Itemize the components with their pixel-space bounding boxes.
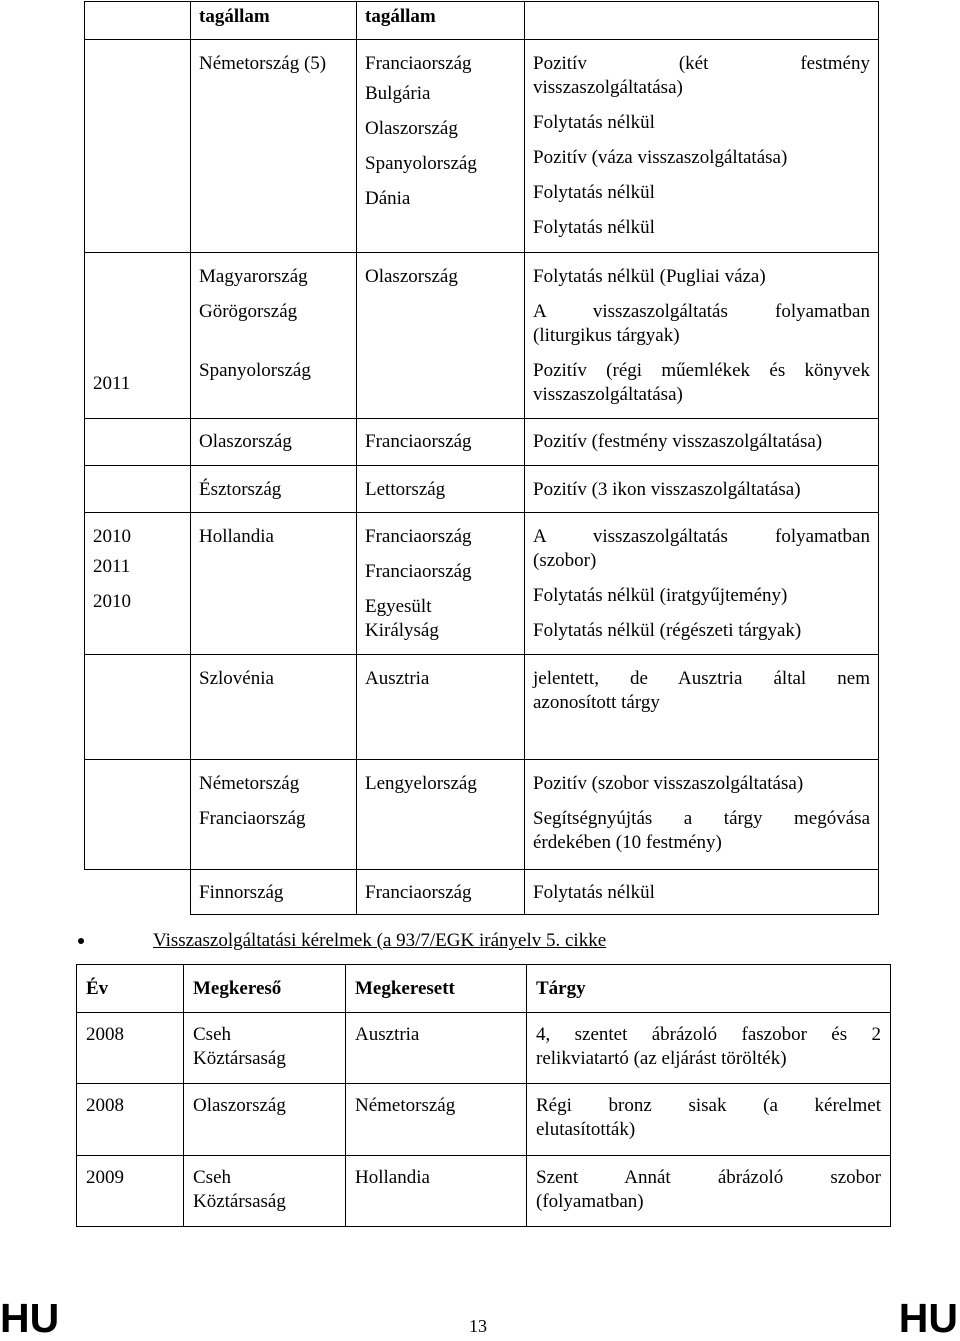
- header-label: Megkereső: [193, 978, 282, 999]
- object-text: 4, szentet ábrázoló faszobor és 2: [536, 1024, 881, 1045]
- outcome-text: visszaszolgáltatása): [533, 77, 683, 98]
- state-name: Franciaország: [365, 53, 472, 74]
- state-name: Németország: [199, 773, 300, 794]
- state-name: Bulgária: [365, 83, 431, 104]
- state-cell: [357, 466, 525, 513]
- outcome-cell: [525, 466, 879, 513]
- state-cell: [357, 513, 525, 655]
- object-text: Szent Annát ábrázoló szobor: [536, 1167, 881, 1188]
- table-row: [77, 1156, 891, 1227]
- table-row: [85, 253, 879, 419]
- year-cell: [77, 1013, 184, 1084]
- state-cell: [357, 870, 525, 915]
- state-name: Köztársaság: [193, 1191, 286, 1212]
- outcome-cell: [525, 513, 879, 655]
- requester-cell: [184, 1084, 346, 1156]
- header-label: tagállam: [199, 6, 270, 27]
- outcome-cell: [525, 253, 879, 419]
- year-cell: [85, 513, 191, 655]
- header-cell: [346, 965, 527, 1013]
- state-cell: [191, 40, 357, 253]
- header-cell: [357, 2, 525, 40]
- year-cell: [77, 1156, 184, 1227]
- outcome-text: Folytatás nélkül: [533, 112, 655, 133]
- outcome-text: Pozitív (3 ikon visszaszolgáltatása): [533, 479, 801, 500]
- outcome-text: Folytatás nélkül (régészeti tárgyak): [533, 620, 802, 641]
- state-cell: [191, 513, 357, 655]
- object-text: (folyamatban): [536, 1191, 644, 1212]
- object-text: Régi bronz sisak (a kérelmet: [536, 1095, 881, 1116]
- state-name: Németország (5): [199, 53, 327, 74]
- bullet-icon: [78, 938, 84, 944]
- header-cell: [184, 965, 346, 1013]
- outcome-text: Folytatás nélkül (Pugliai váza): [533, 266, 766, 287]
- requested-cell: [346, 1084, 527, 1156]
- year-value: 2008: [86, 1095, 124, 1116]
- outcome-text: Pozitív (két festmény: [533, 53, 870, 74]
- state-cell: [357, 655, 525, 760]
- state-name: Cseh: [193, 1167, 231, 1188]
- outcome-cell: [525, 870, 879, 915]
- outcome-text: Segítségnyújtás a tárgy megóvása: [533, 808, 870, 829]
- state-name: Franciaország: [199, 808, 306, 829]
- state-name: Németország: [355, 1095, 456, 1116]
- state-cell: [191, 419, 357, 466]
- state-name: Magyarország: [199, 266, 308, 287]
- state-name: Hollandia: [199, 526, 274, 547]
- header-label: Év: [86, 978, 109, 999]
- state-name: Cseh: [193, 1024, 231, 1045]
- table-row: [77, 1084, 891, 1156]
- table-row: [85, 760, 879, 870]
- outcome-text: azonosított tárgy: [533, 692, 660, 713]
- requested-cell: [346, 1156, 527, 1227]
- requester-cell: [184, 1156, 346, 1227]
- outcome-cell: [525, 655, 879, 760]
- state-cell: [357, 40, 525, 253]
- state-name: Olaszország: [365, 266, 458, 287]
- outcome-text: (szobor): [533, 550, 597, 571]
- table-header-row: [77, 965, 891, 1013]
- state-name: Spanyolország: [199, 360, 311, 381]
- state-cell: [357, 419, 525, 466]
- state-name: Franciaország: [365, 561, 472, 582]
- state-name: Olaszország: [199, 431, 292, 452]
- state-name: Olaszország: [193, 1095, 286, 1116]
- outcome-text: érdekében (10 festmény): [533, 832, 722, 853]
- year-cell: [85, 466, 191, 513]
- state-name: Egyesült: [365, 596, 432, 617]
- state-cell: [191, 870, 357, 915]
- header-cell: [527, 965, 891, 1013]
- outcome-text: Pozitív (szobor visszaszolgáltatása): [533, 773, 804, 794]
- table-row: [85, 513, 879, 655]
- header-label: Tárgy: [536, 978, 586, 999]
- year-value: 2011: [93, 373, 131, 394]
- state-name: Ausztria: [365, 668, 430, 689]
- table-row: [85, 870, 879, 915]
- state-name: Köztársaság: [193, 1048, 286, 1069]
- state-name: Franciaország: [365, 882, 472, 903]
- state-cell: [191, 466, 357, 513]
- state-cell: [357, 760, 525, 870]
- year-value: 2011: [93, 556, 131, 577]
- state-cell: [357, 253, 525, 419]
- header-cell: [77, 965, 184, 1013]
- year-cell: [77, 1084, 184, 1156]
- outcome-text: Pozitív (festmény visszaszolgáltatása): [533, 431, 823, 452]
- year-cell: [85, 655, 191, 760]
- page-number: 13: [469, 1316, 487, 1336]
- outcome-text: Pozitív (régi műemlékek és könyvek: [533, 360, 870, 381]
- outcome-cell: [525, 419, 879, 466]
- outcome-cell: [525, 760, 879, 870]
- year-cell: [85, 760, 191, 870]
- state-name: Ausztria: [355, 1024, 420, 1045]
- state-name: Királyság: [365, 620, 439, 641]
- outcome-text: Folytatás nélkül: [533, 882, 655, 903]
- table-row: [85, 40, 879, 253]
- state-name: Dánia: [365, 188, 411, 209]
- year-value: 2008: [86, 1024, 124, 1045]
- state-name: Lengyelország: [365, 773, 477, 794]
- year-value: 2010: [93, 591, 131, 612]
- state-cell: [191, 253, 357, 419]
- outcome-text: jelentett, de Ausztria által nem: [533, 668, 870, 689]
- object-text: elutasították): [536, 1119, 636, 1140]
- year-cell: [85, 40, 191, 253]
- state-name: Spanyolország: [365, 153, 477, 174]
- header-label: Megkeresett: [355, 978, 455, 999]
- header-label: tagállam: [365, 6, 436, 27]
- object-cell: [527, 1013, 891, 1084]
- footer-language-mark-left: HU: [0, 1295, 60, 1341]
- year-value: 2010: [93, 526, 131, 547]
- table-row: [85, 419, 879, 466]
- state-cell: [191, 760, 357, 870]
- requester-cell: [184, 1013, 346, 1084]
- table-row: [85, 466, 879, 513]
- state-name: Finnország: [199, 882, 284, 903]
- state-name: Olaszország: [365, 118, 458, 139]
- object-cell: [527, 1156, 891, 1227]
- state-cell: [191, 655, 357, 760]
- state-name: Szlovénia: [199, 668, 274, 689]
- year-cell: [85, 419, 191, 466]
- outcome-text: Folytatás nélkül: [533, 217, 655, 238]
- state-name: Lettország: [365, 479, 446, 500]
- outcome-text: (liturgikus tárgyak): [533, 325, 680, 346]
- footer-language-mark-right: HU: [898, 1295, 958, 1341]
- header-cell: [191, 2, 357, 40]
- table-row: [77, 1013, 891, 1084]
- table-header-row: [85, 2, 879, 40]
- member-state-table: [84, 1, 879, 915]
- object-cell: [527, 1084, 891, 1156]
- outcome-cell: [525, 40, 879, 253]
- outcome-text: A visszaszolgáltatás folyamatban: [533, 526, 870, 547]
- state-name: Franciaország: [365, 431, 472, 452]
- return-requests-table: [76, 964, 891, 1227]
- state-name: Franciaország: [365, 526, 472, 547]
- table-row: [85, 655, 879, 760]
- year-value: 2009: [86, 1167, 124, 1188]
- outcome-text: Folytatás nélkül (iratgyűjtemény): [533, 585, 788, 606]
- state-name: Hollandia: [355, 1167, 430, 1188]
- year-cell: [85, 2, 191, 40]
- requested-cell: [346, 1013, 527, 1084]
- bullet-heading-text: Visszaszolgáltatási kérelmek (a 93/7/EGK irányelv 5. cikke: [153, 930, 607, 951]
- object-text: relikviatartó (az eljárást törölték): [536, 1048, 787, 1069]
- outcome-text: A visszaszolgáltatás folyamatban: [533, 301, 870, 322]
- outcome-text: Folytatás nélkül: [533, 182, 655, 203]
- outcome-text: visszaszolgáltatása): [533, 384, 683, 405]
- state-name: Észtország: [199, 479, 282, 500]
- header-cell: [525, 2, 879, 40]
- outcome-text: Pozitív (váza visszaszolgáltatása): [533, 147, 788, 168]
- year-cell: [85, 253, 191, 419]
- state-name: Görögország: [199, 301, 298, 322]
- year-cell: [85, 870, 191, 915]
